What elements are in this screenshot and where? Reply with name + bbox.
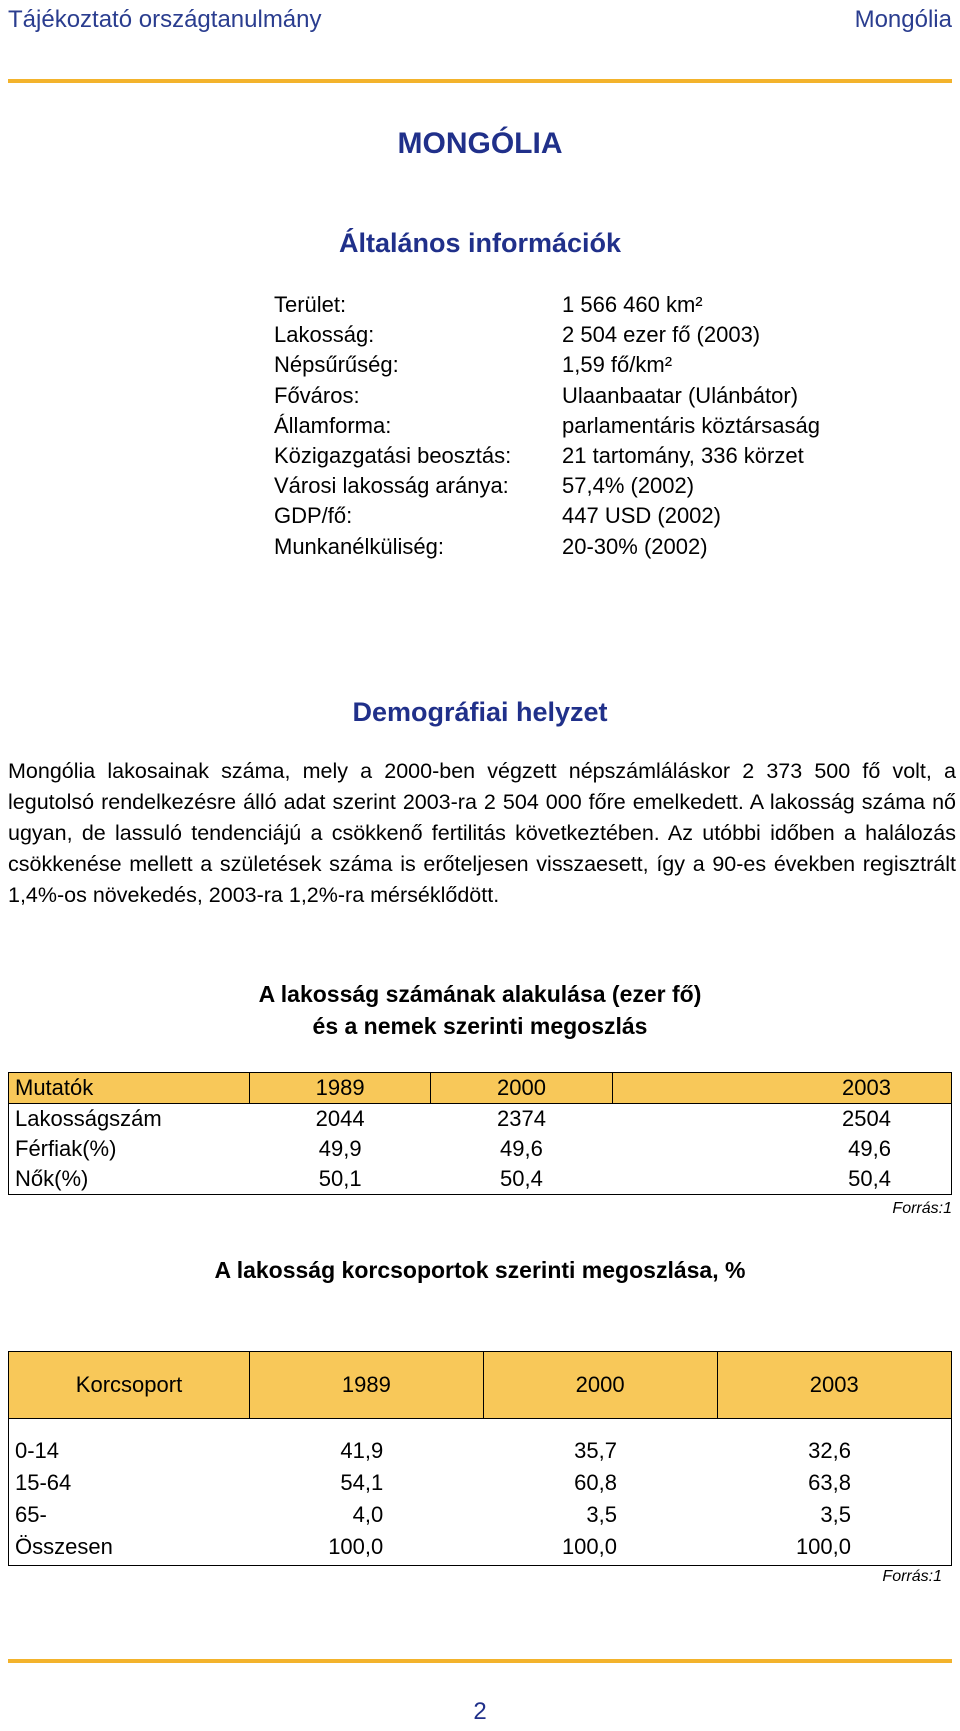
table-cell: 54,1 (340, 1470, 384, 1495)
row-label: Lakosságszám (15, 1106, 162, 1131)
info-value: 2 504 ezer fő (2003) (562, 322, 761, 348)
demography-title: Demográfiai helyzet (352, 697, 608, 727)
row-label: Férfiak(%) (15, 1136, 117, 1161)
table-cell: 2044 (315, 1106, 365, 1131)
table-cell: 4,0 (352, 1502, 384, 1527)
table-cell: 32,6 (808, 1438, 851, 1463)
age-group-table (8, 1351, 952, 1566)
info-value: 447 USD (2002) (562, 503, 721, 529)
info-value: 57,4% (2002) (562, 473, 695, 499)
table-cell: 50,4 (500, 1166, 543, 1191)
table-cell: 63,8 (808, 1470, 851, 1495)
table-cell: 3,5 (820, 1502, 851, 1527)
info-value: 1,59 fő/km² (562, 352, 673, 378)
age-table-title: A lakosság korcsoportok szerinti megoszlása, % (214, 1257, 746, 1283)
column-2000 (483, 1419, 717, 1566)
info-label: Munkanélküliség: (274, 533, 444, 559)
header-cell: 2000 (483, 1352, 717, 1419)
info-value: Ulaanbaatar (Ulánbátor) (562, 382, 799, 408)
info-value: 20-30% (2002) (562, 533, 708, 559)
info-label: Népsűrűség: (274, 352, 399, 378)
table-cell: 100,0 (561, 1534, 617, 1559)
table-header-row (9, 1352, 952, 1419)
row-label: Nők(%) (15, 1166, 89, 1191)
table-cell: 49,9 (318, 1136, 362, 1161)
age-group-label: 15-64 (15, 1470, 72, 1495)
info-value: parlamentáris köztársaság (562, 412, 821, 438)
info-label: Főváros: (274, 382, 360, 408)
table-cell: 49,6 (848, 1136, 891, 1161)
header-cell: 2003 (612, 1073, 951, 1104)
header-cell: 1989 (250, 1352, 484, 1419)
age-group-column (9, 1419, 250, 1566)
population-table-title (0, 978, 960, 1042)
header-right-title: Mongólia (854, 6, 952, 33)
population-table-title-line2: és a nemek szerinti megoszlás (312, 1013, 648, 1039)
table-row (9, 1419, 952, 1566)
table-cell: 100,0 (795, 1534, 851, 1559)
info-value: 1 566 460 km² (562, 292, 703, 317)
header-left-title: Tájékoztató országtanulmány (8, 6, 322, 33)
table-row (9, 1104, 952, 1135)
header-rule (8, 79, 952, 83)
column-1989 (250, 1419, 484, 1566)
header-cell: Mutatók (9, 1073, 250, 1104)
table-cell: 35,7 (574, 1438, 617, 1463)
general-info-title: Általános információk (338, 228, 622, 258)
table-cell: 100,0 (328, 1534, 384, 1559)
document-title: MONGÓLIA (397, 127, 563, 160)
table-cell: 60,8 (574, 1470, 617, 1495)
info-label: Közigazgatási beosztás: (274, 442, 512, 468)
population-table (8, 1072, 952, 1195)
table-cell: 50,4 (848, 1166, 891, 1191)
table-cell: 2374 (496, 1106, 546, 1131)
table-row (9, 1134, 952, 1164)
page-header (8, 0, 952, 40)
table-cell: 50,1 (318, 1166, 362, 1191)
table-cell: 41,9 (340, 1438, 384, 1463)
info-label: Terület: (274, 292, 347, 317)
info-label: Városi lakosság aránya: (274, 473, 509, 499)
header-cell: 2003 (717, 1352, 952, 1419)
info-label: Lakosság: (274, 322, 375, 348)
info-value: 21 tartomány, 336 körzet (562, 442, 804, 468)
table-cell: 49,6 (500, 1136, 543, 1161)
table-header-row (9, 1073, 952, 1104)
header-cell: 1989 (250, 1073, 431, 1104)
table-cell: 3,5 (586, 1502, 617, 1527)
population-table-source: Forrás:1 (892, 1200, 952, 1217)
info-label: Államforma: (274, 412, 392, 438)
column-2003 (717, 1419, 952, 1566)
header-cell: 2000 (431, 1073, 612, 1104)
table-row (9, 1164, 952, 1195)
page-number: 2 (473, 1698, 487, 1725)
header-cell: Korcsoport (9, 1352, 250, 1419)
info-label: GDP/fő: (274, 503, 353, 529)
footer-rule (8, 1659, 952, 1663)
age-table-source: Forrás:1 (882, 1568, 942, 1585)
age-group-label: Összesen (15, 1534, 113, 1559)
table-cell: 2504 (842, 1106, 891, 1131)
age-group-label: 65- (15, 1502, 47, 1527)
demography-paragraph: Mongólia lakosainak száma, mely a 2000-ben végzett népszámláláskor 2 373 500 fő volt, a legutolsó rendelkezésre álló adat szerint 2003-ra 2 504 000 főre emelkedett. A lakosság száma nő ugyan, de lassuló tendenciájú a csökkenő fertilitás következtében. Az utóbbi időben a halálozás csökkenése mellett a születések száma is erőteljesen visszaesett, így a 90-es években regisztrált 1,4%-os növekedés, 2003-ra 1,2%-ra mérséklődött. (8, 759, 956, 907)
age-group-label: 0-14 (15, 1438, 60, 1463)
population-table-title-line1: A lakosság számának alakulása (ezer fő) (258, 981, 702, 1007)
